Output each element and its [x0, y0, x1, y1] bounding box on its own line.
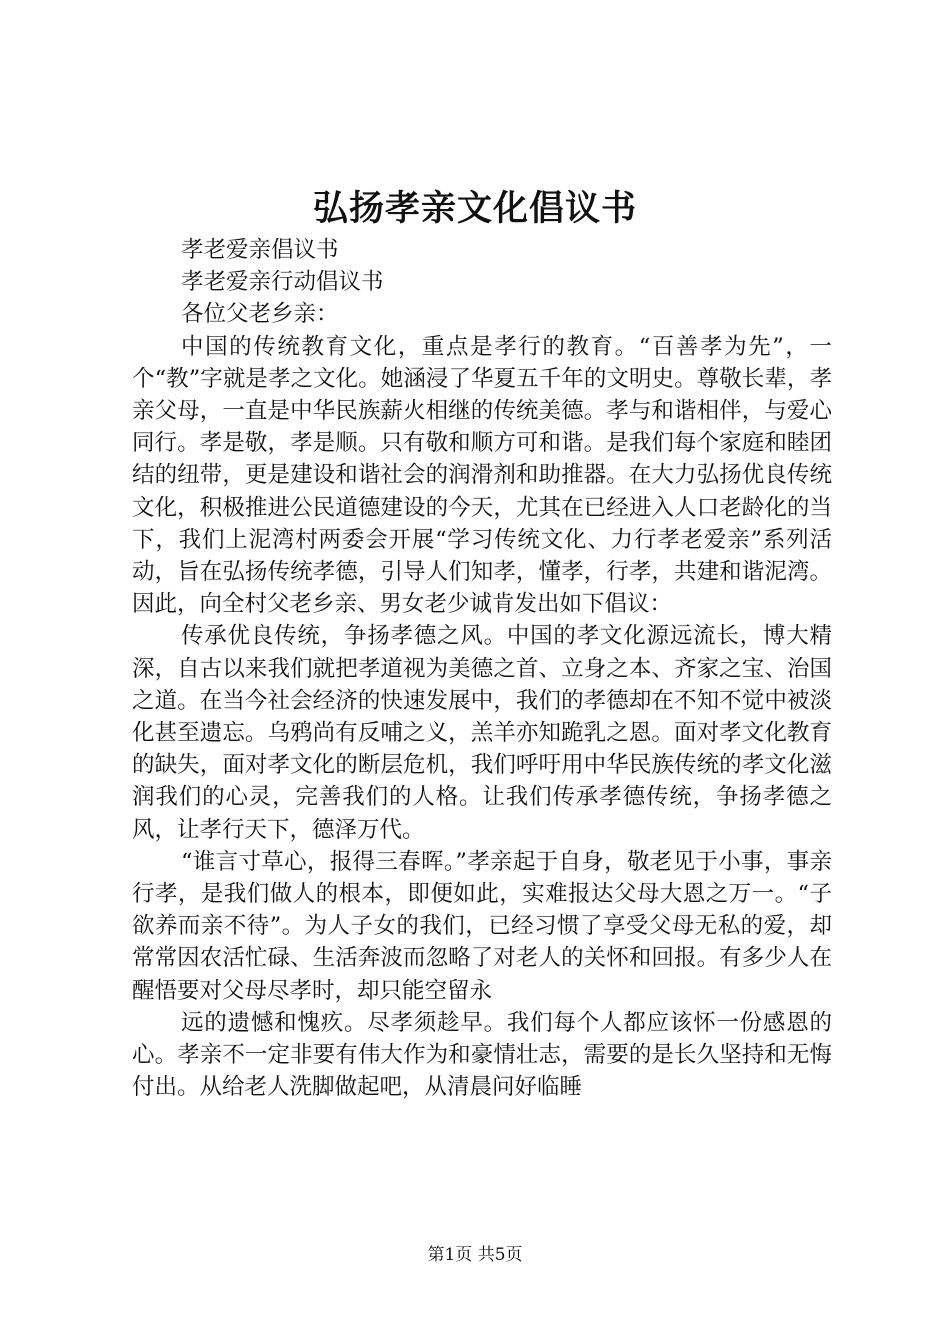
salutation-line: 各位父老乡亲： [181, 301, 339, 328]
body-paragraph: 传承优良传统，争扬孝德之风。中国的孝文化源远流长，博大精深，自古以来我们就把孝道视为美德之首、立身之本、齐家之宝、治国之道。在当今社会经济的快速发展中，我们的孝德却在不知不觉中被淡化甚至遗忘。乌鸦尚有反哺之义，羔羊亦知跪乳之恩。面对孝文化教育的缺失，面对孝文化的断层危机，我们呼吁用中华民族传统的孝文化滋润我们的心灵，完善我们的人格。让我们传承孝德传统，争扬孝德之风，让孝行天下，德泽万代。 [132, 623, 832, 843]
body-paragraph: 中国的传统教育文化，重点是孝行的教育。“百善孝为先”，一个“教”字就是孝之文化。她涵浸了华夏五千年的文明史。尊敬长辈，孝亲父母，一直是中华民族薪火相继的传统美德。孝与和谐相伴，与爱心同行。孝是敬，孝是顺。只有敬和顺方可和谐。是我们每个家庭和睦团结的纽带，更是建设和谐社会的润滑剂和助推器。在大力弘扬优良传统文化，积极推进公民道德建设的今天，尤其在已经进入人口老龄化的当下，我们上泥湾村两委会开展“学习传统文化、力行孝老爱亲”系列活动，旨在弘扬传统孝德，引导人们知孝，懂孝，行孝，共建和谐泥湾。因此，向全村父老乡亲、男女老少诚肯发出如下倡议： [132, 333, 832, 618]
page-number-footer: 第1页 共5页 [427, 1245, 523, 1265]
document-title: 弘扬孝亲文化倡议书 [312, 188, 637, 229]
body-paragraph: 远的遗憾和愧疚。尽孝须趁早。我们每个人都应该怀一份感恩的心。孝亲不一定非要有伟大作为和豪情壮志，需要的是长久坚持和无悔付出。从给老人洗脚做起吧，从清晨问好临睡 [132, 1009, 832, 1101]
document-body [132, 234, 832, 1103]
body-paragraph: “谁言寸草心，报得三春晖。”孝亲起于自身，敬老见于小事，事亲行孝，是我们做人的根本，即便如此，实难报达父母大恩之万一。“子欲养而亲不待”。为人子女的我们，已经习惯了享受父母无私的爱，却常常因农活忙碌、生活奔波而忽略了对老人的关怀和回报。有多少人在醒悟要对父母尽孝时，却只能空留永 [132, 848, 832, 1004]
heading-line: 孝老爱亲行动倡议书 [181, 269, 384, 296]
heading-line: 孝老爱亲倡议书 [181, 237, 339, 263]
